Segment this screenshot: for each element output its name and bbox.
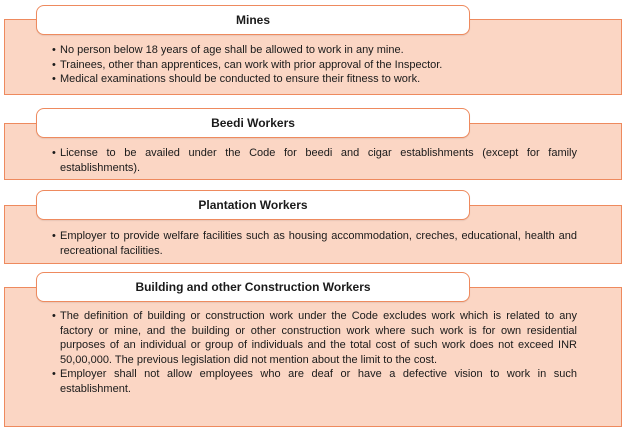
beedi-workers-title-text: Beedi Workers	[211, 116, 295, 130]
list-item: • Employer to provide welfare facilities such as housing accommodation, creches, educational, health and recreational facilities.	[52, 229, 577, 258]
plantation-workers-bullet-list	[52, 229, 577, 258]
list-item: • The definition of building or construction work under the Code excludes work which is related to any factory or mine, and the building or other construction work where such work is for own residential purposes of an individual or group of individuals and the total cost of such work does not exceed INR 50,00,000. The previous legislation did not mention about the limit to the cost.	[52, 309, 577, 367]
construction-workers-title-text: Building and other Construction Workers	[135, 280, 371, 294]
construction-workers-content	[52, 309, 577, 396]
list-item: • License to be availed under the Code for beedi and cigar establishments (except for family establishments).	[52, 146, 577, 175]
beedi-workers-bullet-list	[52, 146, 577, 175]
plantation-workers-title	[36, 190, 470, 220]
mines-content	[52, 43, 577, 87]
plantation-workers-title-text: Plantation Workers	[198, 198, 308, 212]
beedi-workers-content	[52, 146, 577, 175]
list-item: • Medical examinations should be conducted to ensure their fitness to work.	[52, 72, 577, 87]
mines-title	[36, 5, 470, 35]
list-item: • Employer shall not allow employees who are deaf or have a defective vision to work in such establishment.	[52, 367, 577, 396]
mines-bullet-list	[52, 43, 577, 87]
list-item: • No person below 18 years of age shall be allowed to work in any mine.	[52, 43, 577, 58]
construction-workers-title	[36, 272, 470, 302]
beedi-workers-title	[36, 108, 470, 138]
mines-title-text: Mines	[235, 13, 270, 27]
construction-workers-bullet-list	[52, 309, 577, 396]
plantation-workers-content	[52, 229, 577, 258]
list-item: • Trainees, other than apprentices, can work with prior approval of the Inspector.	[52, 58, 577, 73]
